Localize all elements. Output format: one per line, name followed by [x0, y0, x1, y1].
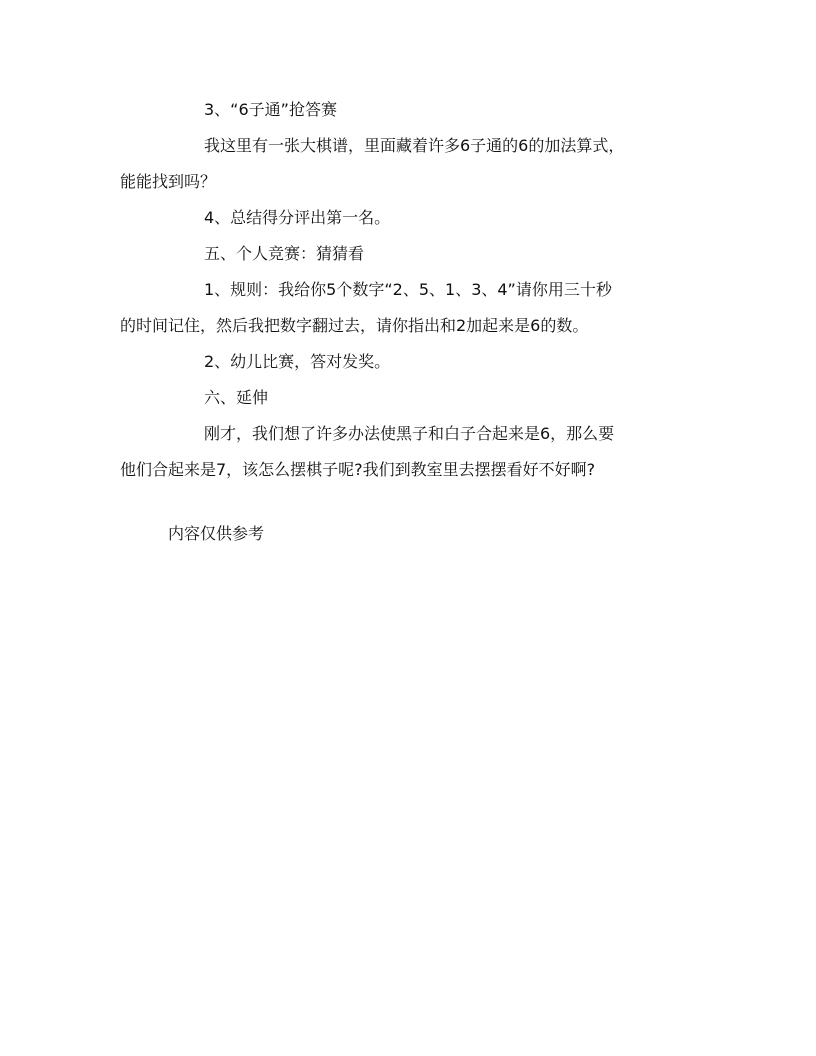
footer-note: 内容仅供参考 [168, 524, 265, 543]
paragraph-line: 4、总结得分评出第一名。 [204, 208, 391, 227]
paragraph-line: 2、幼儿比赛，答对发奖。 [204, 352, 391, 371]
paragraph-line: 刚才，我们想了许多办法使黑子和白子合起来是6，那么要 [204, 424, 615, 443]
document-body [120, 92, 700, 488]
paragraph-line: 的时间记住，然后我把数字翻过去，请你指出和2加起来是6的数。 [120, 316, 589, 335]
paragraph-line: 他们合起来是7，该怎么摆棋子呢?我们到教室里去摆摆看好不好啊? [120, 460, 596, 479]
section-heading-extension: 六、延伸 [204, 388, 269, 407]
paragraph-line: 能能找到吗？ [120, 172, 217, 191]
paragraph-line: 1、规则：我给你5个数字“2、5、1、3、4”请你用三十秒 [204, 280, 612, 299]
paragraph-line: 我这里有一张大棋谱，里面藏着许多6子通的6的加法算式， [204, 136, 625, 155]
section-heading-quiz: 3、“6子通”抢答赛 [204, 100, 337, 119]
section-heading-individual: 五、个人竞赛：猜猜看 [204, 244, 365, 263]
